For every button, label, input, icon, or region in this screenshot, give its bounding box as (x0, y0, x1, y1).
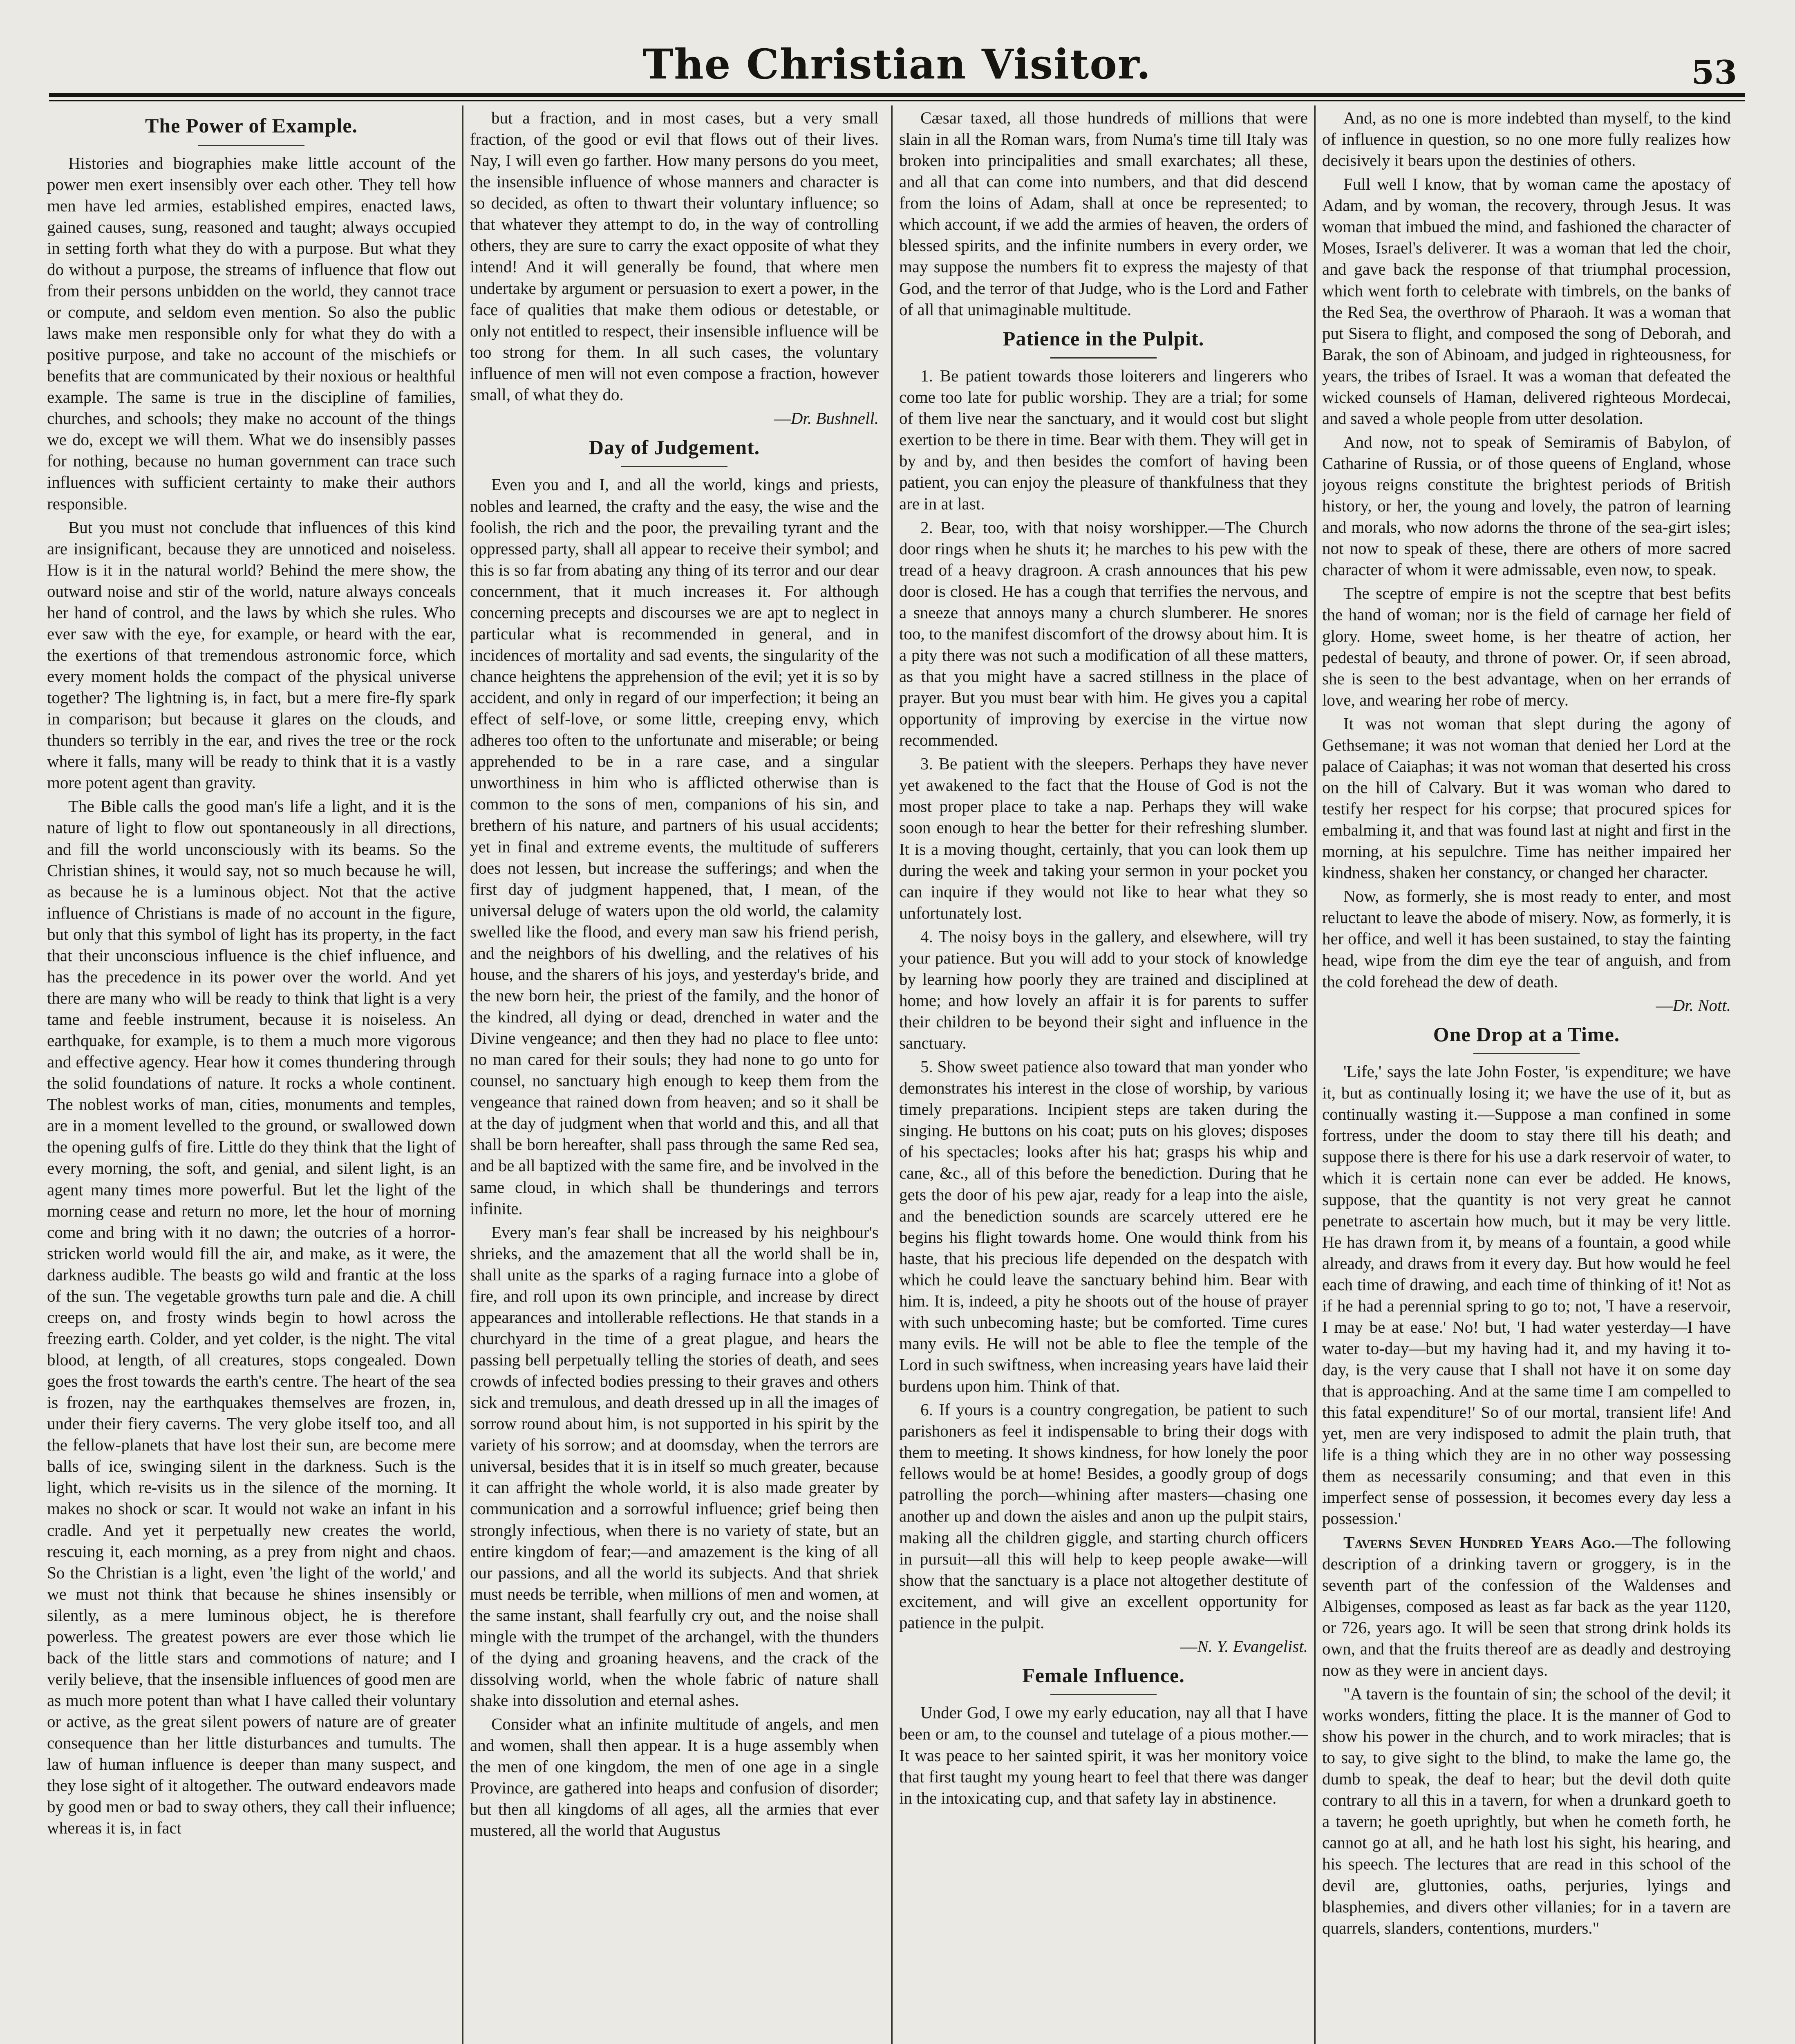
column-divider (891, 105, 893, 2044)
article (1322, 107, 1731, 1016)
article-heading (899, 1663, 1308, 1696)
article-heading-text: The Power of Example. (145, 114, 358, 137)
article (1322, 1022, 1731, 1529)
article-paragraph: And, as no one is more indebted than myself, to the kind of influence in question, so no one more fully realizes how decisively it bears upon the destinies of others. (1322, 108, 1731, 170)
article-paragraph: 2. Bear, too, with that noisy worshipper.—The Church door rings when he shuts it; he marches to his pew with the tread of a heavy dragroon. A crash announces that his pew door is closed. He has a cough that terrifies the nervous, and a sneeze that annoys many a church slumberer. He snores too, to the manifest discomfort of the drowsy about him. It is a pity there was not such a modification of all these matters, as that you might have a sacred stillness in the place of prayer. But you must bear with him. He gives you a capital opportunity of improving by exercise in the virtue now recommended. (899, 518, 1308, 750)
article-signature (899, 1636, 1308, 1657)
article-paragraph: The Bible calls the good man's life a light, and it is the nature of light to flow out spontaneously in all directions, and fill the world unconsciously with its beams. So the Christian shines, it would say, not so much because he will, as because he is a luminous object. Not that the active influence of Christians is made of no account in the figure, but only that this symbol of light has its property, in the fact that their unconscious influence is the chief influence, and has the precedence in its power over the world. And yet there are many who will be ready to think that light is a very tame and feeble instrument, because it is noiseless. An earthquake, for example, is to them a much more vigorous and effective agency. Hear how it comes thundering through the solid foundations of nature. It rocks a whole continent. The noblest works of man, cities, monuments and temples, are in a moment levelled to the ground, or swallowed down the opening gulfs of fire. Little do they think that the light of every morning, the soft, and genial, and silent light, is an agent many times more powerful. But let the light of the morning cease and return no more, let the hour of morning come and bring with it no dawn; the outcries of a horror-stricken world would fill the air, and make, as it were, the darkness audible. The beasts go wild and frantic at the loss of the sun. The vegetable growths turn pale and die. A chill creeps on, and frosty winds begin to howl across the freezing earth. Colder, and yet colder, is the night. The vital blood, at length, of all creatures, stops congealed. Down goes the frost towards the earth's centre. The heart of the sea is frozen, nay the earthquakes themselves are frozen, in, under their fiery caverns. The very globe itself too, and all the fellow-planets that have lost their sun, are become mere balls of ice, swinging silent in the darkness. Such is the light, which re-visits us in the silence of the morning. It makes no shock or scar. It would not wake an infant in his cradle. And yet it perpetually new creates the world, rescuing it, each morning, as a prey from night and chaos. So the Christian is a light, even 'the light of the world,' and we must not think that because he shines insensibly or silently, as a mere luminous object, he is therefore powerless. The greatest powers are ever those which lie back of the little stars and commotions of nature; and I verily believe, that the insensible influences of good men are as much more potent than what I have called their voluntary or active, as the great silent powers of nature are of greater consequence than her little disturbances and tumults. The law of human influence is deeper than many suspect, and they lose sight of it altogether. The outward endeavors made by good men or bad to sway others, they call their influence; whereas it is, in fact (47, 797, 456, 1838)
article (899, 326, 1308, 1657)
signature-name: Dr. Bushnell. (790, 408, 879, 428)
article-heading-text: One Drop at a Time. (1433, 1022, 1620, 1046)
article-paragraph: Every man's fear shall be increased by his neighbour's shrieks, and the amazement that all the world shall be in, shall unite as the sparks of a raging furnace into a globe of fire, and roll upon its own principle, and increase by direct appearances and intollerable reflections. He that stands in a churchyard in the time of a great plague, and hears the passing bell perpetually telling the stories of death, and sees crowds of infected bodies pressing to their graves and others sick and tremulous, and death dressed up in all the images of sorrow round about him, is not supported in his spirit by the variety of his sorrow; and at doomsday, when the terrors are universal, besides that it is in itself so much greater, because it can affright the whole world, it is also made greater by communication and a sorrowful influence; grief being then strongly infectious, when there is no variety of state, but an entire kingdom of fear;—and amazement is the king of all our passions, and all the world its subjects. And that shriek must needs be terrible, when millions of men and women, at the same instant, shall fearfully cry out, and the noise shall mingle with the trumpet of the archangel, with the thunders of the dying and groaning heavens, and the crack of the dissolving world, when the whole fabric of nature shall shake into dissolution and eternal ashes. (470, 1222, 879, 1710)
article-heading-text: Patience in the Pulpit. (1003, 327, 1204, 350)
article-heading (47, 113, 456, 146)
article (899, 1663, 1308, 1809)
article-paragraph: "A tavern is the fountain of sin; the school of the devil; it works wonders, fitting the place. It is the manner of God to show his power in the church, and to work miracles; that is to say, to give sight to the blind, to make the lame go, the dumb to speak, the deaf to hear; but the devil doth quite contrary to all this in a tavern, for when a drunkard goeth to a tavern; he goeth uprightly, but when he cometh forth, he cannot go at all, and he hath lost his sight, his hearing, and his speech. The lectures that are read in this school of the devil are, gluttonies, oaths, perjuries, lyings and blasphemies, and divers other villanies; for in a tavern are quarrels, slanders, contentions, murders." (1322, 1684, 1731, 1937)
signature-dash: — (774, 408, 791, 428)
column-divider (462, 105, 463, 2044)
article-paragraph: 5. Show sweet patience also toward that man yonder who demonstrates his interest in the close of worship, by various timely preparations. Incipient steps are taken during the singing. He buttons on his coat; puts on his gloves; disposes of his spectacles; looks after his hat; grasps his whip and cane, &c., all of this before the benediction. During that he gets the door of his pew ajar, ready for a leap into the aisle, and the benediction sounds are scarcely uttered ere he begins his flight towards home. One would think from his haste, that his precious life depended on the despatch with which he could leave the sanctuary behind him. Bear with him. It is, indeed, a pity he shoots out of the house of prayer with such unbecoming haste; but be comforted. Time cures many evils. He will not be able to flee the temple of the Lord in such swiftness, when increasing years have laid their burdens upon him. Think of that. (899, 1057, 1308, 1396)
signature-dash: — (1656, 995, 1673, 1015)
article-paragraph: Histories and biographies make little account of the power men exert insensibly over each other. They tell how men have led armies, established empires, enacted laws, gained causes, sung, reasoned and taught; always occupied in setting forth what they do with a purpose. But what they do without a purpose, the streams of influence that flow out from their persons unbidden on the world, they cannot trace or compute, and seldom even mention. So also the public laws make men responsible only for what they do with a positive purpose, and take no account of the mischiefs or benefits that are communicated by their noxious or healthful example. The same is true in the discipline of families, churches, and schools; they make no account of the things we do, except we will them. What we do insensibly passes for nothing, because no human government can trace such influences with sufficient certainty to make their authors responsible. (47, 153, 456, 513)
heading-rule (1050, 357, 1157, 359)
article-paragraph: Full well I know, that by woman came the apostacy of Adam, and by woman, the recovery, through Jesus. It was woman that imbued the mind, and fashioned the character of Moses, Israel's deliverer. It was a woman that led the choir, and gave back the response of that triumphal procession, which went forth to celebrate with timbrels, on the banks of the Red Sea, the overthrow of Pharaoh. It was a woman that put Sisera to flight, and composed the song of Deborah, and Barak, the son of Abinoam, and judged in righteousness, for years, the tribes of Israel. It was a woman that defeated the wicked counsels of Haman, delivered righteous Mordecai, and saved a whole people from utter desolation. (1322, 175, 1731, 428)
article-paragraph: 4. The noisy boys in the gallery, and elsewhere, will try your patience. But you will add to your stock of knowledge by learning how poorly they are trained and disciplined at home; and how lovely an affair it is for parents to suffer their children to be beyond their sight and influence in the sanctuary. (899, 927, 1308, 1053)
article-paragraph (1322, 1532, 1731, 1681)
masthead-rule-thin (49, 100, 1745, 101)
article-heading-text: Female Influence. (1022, 1663, 1185, 1687)
article-heading (470, 435, 879, 468)
article-signature (1322, 995, 1731, 1016)
masthead (49, 37, 1745, 98)
article-heading (1322, 1022, 1731, 1055)
article-heading-text: Day of Judgement. (589, 435, 760, 459)
article-lead: Taverns Seven Hundred Years Ago. (1343, 1533, 1616, 1552)
article (47, 113, 456, 1838)
article-paragraph: 1. Be patient towards those loiterers and lingerers who come too late for public worship. They are a trial; for some of them live near the sanctuary, and it would cost but slight exertion to be there in time. Bear with them. They will get in by and by, and then besides the comfort of having been patient, you can enjoy the pleasure of thankfulness that they are in at last. (899, 366, 1308, 513)
article-paragraph: And now, not to speak of Semiramis of Babylon, of Catharine of Russia, or of those queens of England, whose joyous reigns constitute the brightest periods of British history, or her, the young and lovely, the patron of learning and morals, who now adorns the throne of the sea-girt isles; not now to speak of these, there are others of more sacred character of whom it were admissable, even now, to speak. (1322, 432, 1731, 579)
masthead-title: The Christian Visitor. (642, 40, 1152, 88)
article-paragraph: Now, as formerly, she is most ready to enter, and most reluctant to leave the abode of misery. Now, as formerly, it is her office, and well it has been sustained, to stay the fainting head, wipe from the dim eye the tear of anguish, and from the cold forehead the dew of death. (1322, 887, 1731, 991)
article-paragraph: Consider what an infinite multitude of angels, and men and women, shall then appear. It is a huge assembly when the men of one kingdom, the men of one age in a single Province, are gathered into heaps and confusion of disorder; but then all kingdoms of all ages, all the armies that ever mustered, all the world that Augustus (470, 1715, 879, 1840)
article-heading (899, 326, 1308, 359)
signature-dash: — (1180, 1636, 1197, 1656)
column-2 (470, 107, 879, 2044)
article-paragraph: The sceptre of empire is not the sceptre that best befits the hand of woman; nor is the field of carnage her field of glory. Home, sweet home, is her theatre of action, her pedestal of beauty, and throne of power. Or, if seen abroad, she is seen to the best advantage, when on her errands of love, and wearing her robe of mercy. (1322, 584, 1731, 709)
article-paragraph: It was not woman that slept during the agony of Gethsemane; it was not woman that denied her Lord at the palace of Caiaphas; it was not woman that deserted his cross on the hill of Calvary. But it was woman who dared to testify her respect for his corpse; that procured spices for embalming it, and that was found last at night and first in the morning, at his sepulchre. Time has neither impaired her kindness, shaken her constancy, or changed her character. (1322, 714, 1731, 882)
signature-name: Dr. Nott. (1672, 995, 1731, 1015)
article-paragraph-text: —The following description of a drinking tavern or groggery, is in the seventh part of the confession of the Waldenses and Albigenses, composed as least as far back as the year 1120, or 726, years ago. It will be seen that strong drink holds its own, and that the fruits thereof are as deadly and destroying now as they were in ancient days. (1322, 1533, 1731, 1679)
heading-rule (621, 466, 727, 467)
column-3 (899, 107, 1308, 2044)
article (1322, 1532, 1731, 1939)
column-1 (47, 107, 456, 2044)
article (470, 435, 879, 1841)
article (899, 107, 1308, 320)
article-paragraph: 6. If yours is a country congregation, be patient to such parishoners as feel it indispensable to bring their dogs with them to meeting. It shows kindness, for how lonely the poor fellows would be at home! Besides, a goodly group of dogs patrolling the porch—whining after masters—chasing one another up and down the aisles and anon up the pulpit stairs, making all the children giggle, and starting church officers in pursuit—all this will help to keep people awake—will show that the sanctuary is a place not altogether destitute of excitement, and will give an excellent opportunity for patience in the pulpit. (899, 1400, 1308, 1632)
article-signature (470, 408, 879, 429)
article-paragraph: 3. Be patient with the sleepers. Perhaps they have never yet awakened to the fact that the House of God is not the most proper place to take a nap. Perhaps they will wake soon enough to hear the better for their refreshing slumber. It is a moving thought, certainly, that you can look them up during the week and taking your sermon in your pocket you can inquire if they would not like to hear what they so unfortunately lost. (899, 754, 1308, 922)
masthead-rule-thick (49, 93, 1745, 97)
article-paragraph: but a fraction, and in most cases, but a very small fraction, of the good or evil that flows out of their lives. Nay, I will even go farther. How many persons do you meet, the insensible influence of whose manners and character is so decided, as often to thwart their voluntary influence; so that whatever they attempt to do, in the way of controlling others, they are sure to carry the exact opposite of what they intend! And it will generally be found, that where men undertake by argument or persuasion to exert a power, in the face of qualities that make them odious or detestable, or only not entitled to respect, their insensible influence will be too strong for them. In all such cases, the voluntary influence of men will not even compose a fraction, however small, of what they do. (470, 108, 879, 404)
heading-rule (1050, 1694, 1157, 1695)
heading-rule (198, 145, 304, 146)
heading-rule (1473, 1053, 1580, 1054)
signature-name: N. Y. Evangelist. (1197, 1636, 1308, 1656)
article (470, 107, 879, 429)
article-paragraph: Under God, I owe my early education, nay all that I have been or am, to the counsel and tutelage of a pious mother.—It was peace to her sainted spirit, it was her monitory voice that first taught my young heart to feel that there was danger in the intoxicating cup, and that safety lay in abstinence. (899, 1703, 1308, 1807)
article-paragraph: 'Life,' says the late John Foster, 'is expenditure; we have it, but as continually losing it; we have the use of it, but as continually wasting it.—Suppose a man confined in some fortress, under the doom to stay there till his death; and suppose there is there for his use a dark reservoir of water, to which it is certain none can ever be added. He knows, suppose, that the quantity is not very great he cannot penetrate to ascertain how much, but it may be very little. He has drawn from it, by means of a fountain, a good while already, and draws from it every day. But how would he feel each time of drawing, and each time of thinking of it! Not as if he had a perennial spring to go to; not, 'I have a reservoir, I may be at ease.' No! but, 'I had water yesterday—I have water to-day—but my having had it, and my having it to-day, is the very cause that I shall not have it on some day that is approaching. And at the same time I am compelled to this fatal expenditure!' So of our mortal, transient life! And yet, men are very indisposed to admit the plain truth, that life is a thing which they are in no other way possessing them as necessarily consuming; and that even in this imperfect sense of possession, it becomes every day less a possession.' (1322, 1062, 1731, 1528)
column-4 (1322, 107, 1731, 2044)
article-paragraph: Even you and I, and all the world, kings and priests, nobles and learned, the crafty and the easy, the wise and the foolish, the rich and the poor, the prevailing tyrant and the oppressed party, shall all appear to receive their symbol; and this is so far from abating any thing of its terror and our dear concernment, that it much increases it. For although concerning precepts and discourses we are apt to neglect in particular what is recommended in general, and in incidences of mortality and sad events, the singularity of the chance heightens the apprehension of the evil; yet it is so by accident, and only in regard of our imperfection; it being an effect of self-love, or some little, creeping envy, which adheres too often to the unfortunate and miserable; or being apprehended to be in a rare case, and a singular unworthiness in him who is afflicted otherwise than is common to the sons of men, companions of his sin, and brethern of his nature, and partners of his usual accidents; yet in final and extreme events, the multitude of sufferers does not lessen, but increase the sufferings; and when the first day of judgment happened, that, I mean, of the universal deluge of waters upon the old world, the calamity swelled like the flood, and every man saw his friend perish, and the neighbors of his dwelling, and the relatives of his house, and the sharers of his joys, and yesterday's bride, and the new born heir, the priest of the family, and the honor of the kindred, all dying or dead, drenched in water and the Divine vengeance; and then they had no place to flee unto: no man cared for their souls; they had none to go unto for counsel, no sanctuary high enough to keep them from the vengeance that rained down from heaven; and so it shall be at the day of judgment when that world and this, and all that shall be born hereafter, shall pass through the same Red sea, and be all baptized with the same fire, and be involved in the same cloud, in which shall be thunderings and terrors infinite. (470, 475, 879, 1218)
article-paragraph: But you must not conclude that influences of this kind are insignificant, because they are unnoticed and noiseless. How is it in the natural world? Behind the mere show, the outward noise and stir of the world, nature always conceals her hand of control, and the laws by which she rules. Who ever saw with the eye, for example, or heard with the ear, the exertions of that tremendous astronomic force, which every moment holds the compact of the physical universe together? The lightning is, in fact, but a mere fire-fly spark in comparison; but because it glares on the clouds, and thunders so terribly in the ear, and rives the tree or the rock where it falls, many will be ready to think that it is a vastly more potent agent than gravity. (47, 518, 456, 792)
page-number: 53 (1691, 53, 1737, 92)
article-paragraph: Cæsar taxed, all those hundreds of millions that were slain in all the Roman wars, from Numa's time till Italy was broken into principalities and small exarchates; all these, and all that can come into numbers, and that did descend from the loins of Adam, shall at once be represented; to which account, if we add the armies of heaven, the orders of blessed spirits, and the infinite numbers in every order, we may suppose the numbers fit to express the majesty of that God, and the terror of that Judge, who is the Lord and Father of all that unimaginable multitude. (899, 108, 1308, 319)
column-divider (1314, 105, 1316, 2044)
